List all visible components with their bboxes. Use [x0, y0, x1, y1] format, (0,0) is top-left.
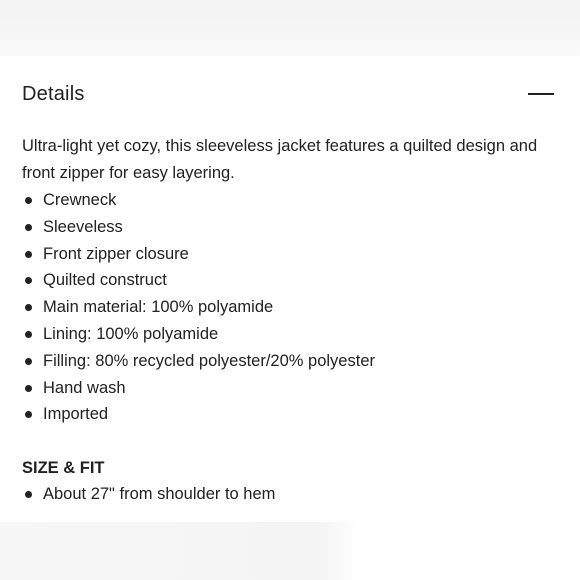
size-fit-bullet-list	[22, 481, 552, 508]
details-bullet-list	[22, 187, 552, 428]
bullet-icon	[25, 251, 32, 258]
bullet-icon	[25, 491, 32, 498]
list-item: About 27" from shoulder to hem	[22, 481, 552, 508]
list-item: Crewneck	[22, 187, 552, 214]
size-fit-heading: SIZE & FIT	[22, 459, 105, 478]
bullet-icon	[25, 197, 32, 204]
bullet-icon	[25, 385, 32, 392]
bullet-icon	[25, 224, 32, 231]
list-item: Hand wash	[22, 375, 552, 402]
list-item: Filling: 80% recycled polyester/20% polyester	[22, 348, 552, 375]
bullet-icon	[25, 358, 32, 365]
details-title: Details	[22, 82, 85, 105]
details-accordion-header[interactable]	[22, 78, 554, 110]
bullet-icon	[25, 331, 32, 338]
details-accordion-body	[22, 133, 552, 508]
bottom-divider-area	[0, 522, 580, 580]
list-item: Imported	[22, 401, 552, 428]
list-item: Main material: 100% polyamide	[22, 294, 552, 321]
bullet-icon	[25, 304, 32, 311]
minus-icon[interactable]	[528, 84, 554, 104]
bullet-icon	[25, 411, 32, 418]
list-item: Lining: 100% polyamide	[22, 321, 552, 348]
list-item: Front zipper closure	[22, 241, 552, 268]
product-description: Ultra-light yet cozy, this sleeveless jacket features a quilted design and front zipper for easy layering.	[22, 137, 538, 182]
list-item: Sleeveless	[22, 214, 552, 241]
top-divider-area	[0, 0, 580, 56]
list-item: Quilted construct	[22, 267, 552, 294]
bullet-icon	[25, 277, 32, 284]
